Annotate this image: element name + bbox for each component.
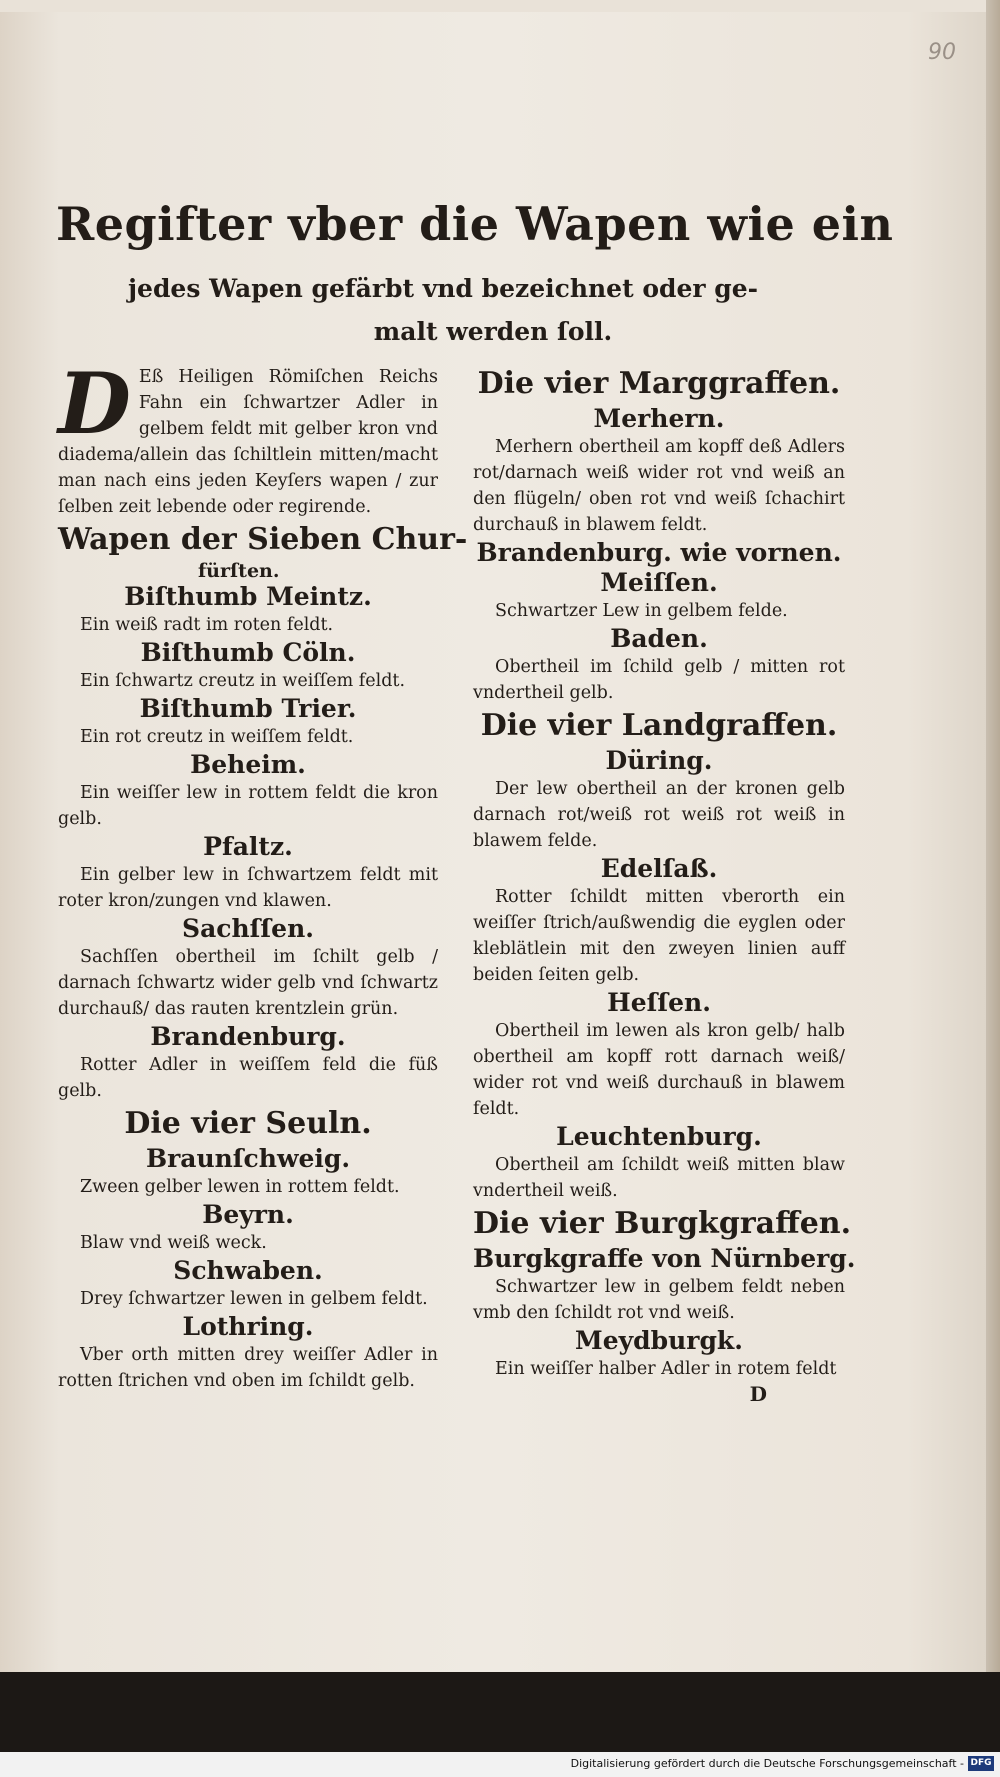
entry-text: Merhern obertheil am kopff deß Adlers rot/darnach weiß wider rot vnd weiß an den flügeln/ oben rot vnd weiß ſchachirt durchauß in blawem feldt. xyxy=(473,437,845,535)
entry-title: Sachſſen. xyxy=(182,914,314,943)
entry-title: Burgkgraffe von Nürnberg. xyxy=(473,1244,856,1273)
section-heading-burgkgraffen: Die vier Burgkgraffen. xyxy=(473,1206,852,1241)
page-edge xyxy=(986,0,1000,1680)
entry-text: Rotter ſchildt mitten vberorth ein weiſſer ſtrich/außwendig die eyglen oder kleblätlein mit den zweyen linien auff beiden ſeiten gelb. xyxy=(473,887,845,985)
footer-credit: Digitalisierung gefördert durch die Deutsche Forschungsgemeinschaft - xyxy=(570,1757,964,1770)
entry-title: Biſthumb Trier. xyxy=(139,694,357,723)
right-column xyxy=(473,364,856,1406)
title-line-3: malt werden ſoll. xyxy=(373,317,613,346)
entry-text: Vber orth mitten drey weiſſer Adler in rotten ſtrichen vnd oben im ſchildt gelb. xyxy=(58,1345,438,1391)
entry-title: Pfaltz. xyxy=(203,832,293,861)
section-heading-landgraffen: Die vier Landgraffen. xyxy=(480,708,838,743)
signature-mark: D xyxy=(749,1382,767,1406)
left-column xyxy=(58,354,468,1394)
entry-text: Blaw vnd weiß weck. xyxy=(80,1233,267,1253)
entry-text: Ein weiß radt im roten feldt. xyxy=(80,615,334,635)
entry-title: Brandenburg. wie vornen. xyxy=(476,538,842,567)
entry-title: Merhern. xyxy=(593,404,725,433)
entry-text: Rotter Adler in weiſſem feld die füß gelb. xyxy=(58,1055,438,1101)
entry-title: Baden. xyxy=(610,624,708,653)
entry-list-marggraffen xyxy=(473,404,845,706)
section-heading-seuln: Die vier Seuln. xyxy=(124,1106,372,1141)
entry-list-kurfuersten xyxy=(58,582,438,1104)
entry-title: Beheim. xyxy=(190,750,306,779)
title-line-2: jedes Wapen gefärbt vnd bezeichnet oder ge- xyxy=(128,274,759,303)
entry-title: Biſthumb Meintz. xyxy=(124,582,372,611)
entry-title: Meydburgk. xyxy=(575,1326,743,1355)
entry-title: Brandenburg. xyxy=(150,1022,346,1051)
entry-text: Ein ſchwartz creutz in weiſſem feldt. xyxy=(80,671,406,691)
entry-title: Düring. xyxy=(605,746,713,775)
entry-text: Obertheil im ſchild gelb / mitten rot vndertheil gelb. xyxy=(473,657,845,703)
entry-title: Schwaben. xyxy=(173,1256,323,1285)
section-heading-marggraffen: Die vier Marggraffen. xyxy=(477,366,841,401)
entry-text: Obertheil am ſchildt weiß mitten blaw vndertheil weiß. xyxy=(473,1155,845,1201)
entry-title: Braunſchweig. xyxy=(145,1144,351,1173)
entry-text: Ein rot creutz in weiſſem feldt. xyxy=(80,727,354,747)
entry-text: Schwartzer Lew in gelbem felde. xyxy=(495,601,788,621)
entry-list-seuln xyxy=(58,1144,438,1394)
section-heading-kurfuersten-cont: fürſten. xyxy=(198,560,280,582)
title-line-1: Regifter vber die Wapen wie ein xyxy=(56,197,894,251)
dfg-logo-icon: DFG xyxy=(968,1756,994,1771)
entry-text: Ein weiſſer halber Adler in rotem feldt xyxy=(495,1359,837,1379)
footer-bar xyxy=(0,1752,1000,1777)
entry-text: Drey ſchwartzer lewen in gelbem feldt. xyxy=(80,1289,428,1309)
book-page xyxy=(0,12,986,1672)
scan-bottom-band xyxy=(0,1672,1000,1752)
entry-title: Meiſſen. xyxy=(600,568,718,597)
entry-text: Ein gelber lew in ſchwartzem feldt mit roter kron/zungen vnd klawen. xyxy=(58,865,438,911)
entry-text: Zween gelber lewen in rottem feldt. xyxy=(80,1177,400,1197)
entry-title: Beyrn. xyxy=(202,1200,294,1229)
entry-list-landgraffen xyxy=(473,746,845,1204)
folio-number: 90 xyxy=(928,40,956,65)
section-heading-kurfuersten: Wapen der Sieben Chur- xyxy=(58,522,468,557)
entry-text: Obertheil im lewen als kron gelb/ halb obertheil am kopff rott darnach weiß/ wider rot vnd weiß durchauß in blawem feldt. xyxy=(473,1021,845,1119)
entry-text: Der lew obertheil an der kronen gelb darnach rot/weiß rot weiß rot weiß in blawem felde. xyxy=(473,779,845,851)
entry-text: Sachſſen obertheil im ſchilt gelb / darnach ſchwartz wider gelb vnd ſchwartz durchauß/ das rauten krentzlein grün. xyxy=(58,947,438,1019)
entry-list-burgkgraffen xyxy=(473,1244,856,1382)
intro-paragraph xyxy=(58,354,438,520)
entry-text: Ein weiſſer lew in rottem feldt die kron gelb. xyxy=(58,783,438,829)
initial-letter: D xyxy=(58,354,131,453)
entry-title: Biſthumb Cöln. xyxy=(140,638,356,667)
entry-title: Heſſen. xyxy=(607,988,711,1017)
entry-title: Leuchtenburg. xyxy=(556,1122,762,1151)
intro-text: Eß Heiligen Römiſchen Reichs Fahn ein ſchwartzer Adler in gelbem feldt mit gelber kron vnd diadema/allein das ſchiltlein mitten/macht man nach eins jeden Keyſers wapen / zur ſelben zeit lebende oder regirende. xyxy=(58,367,438,517)
entry-title: Lothring. xyxy=(182,1312,314,1341)
entry-title: Edelſaß. xyxy=(600,854,718,883)
entry-text: Schwartzer lew in gelbem feldt neben vmb den ſchildt rot vnd weiß. xyxy=(473,1277,845,1323)
